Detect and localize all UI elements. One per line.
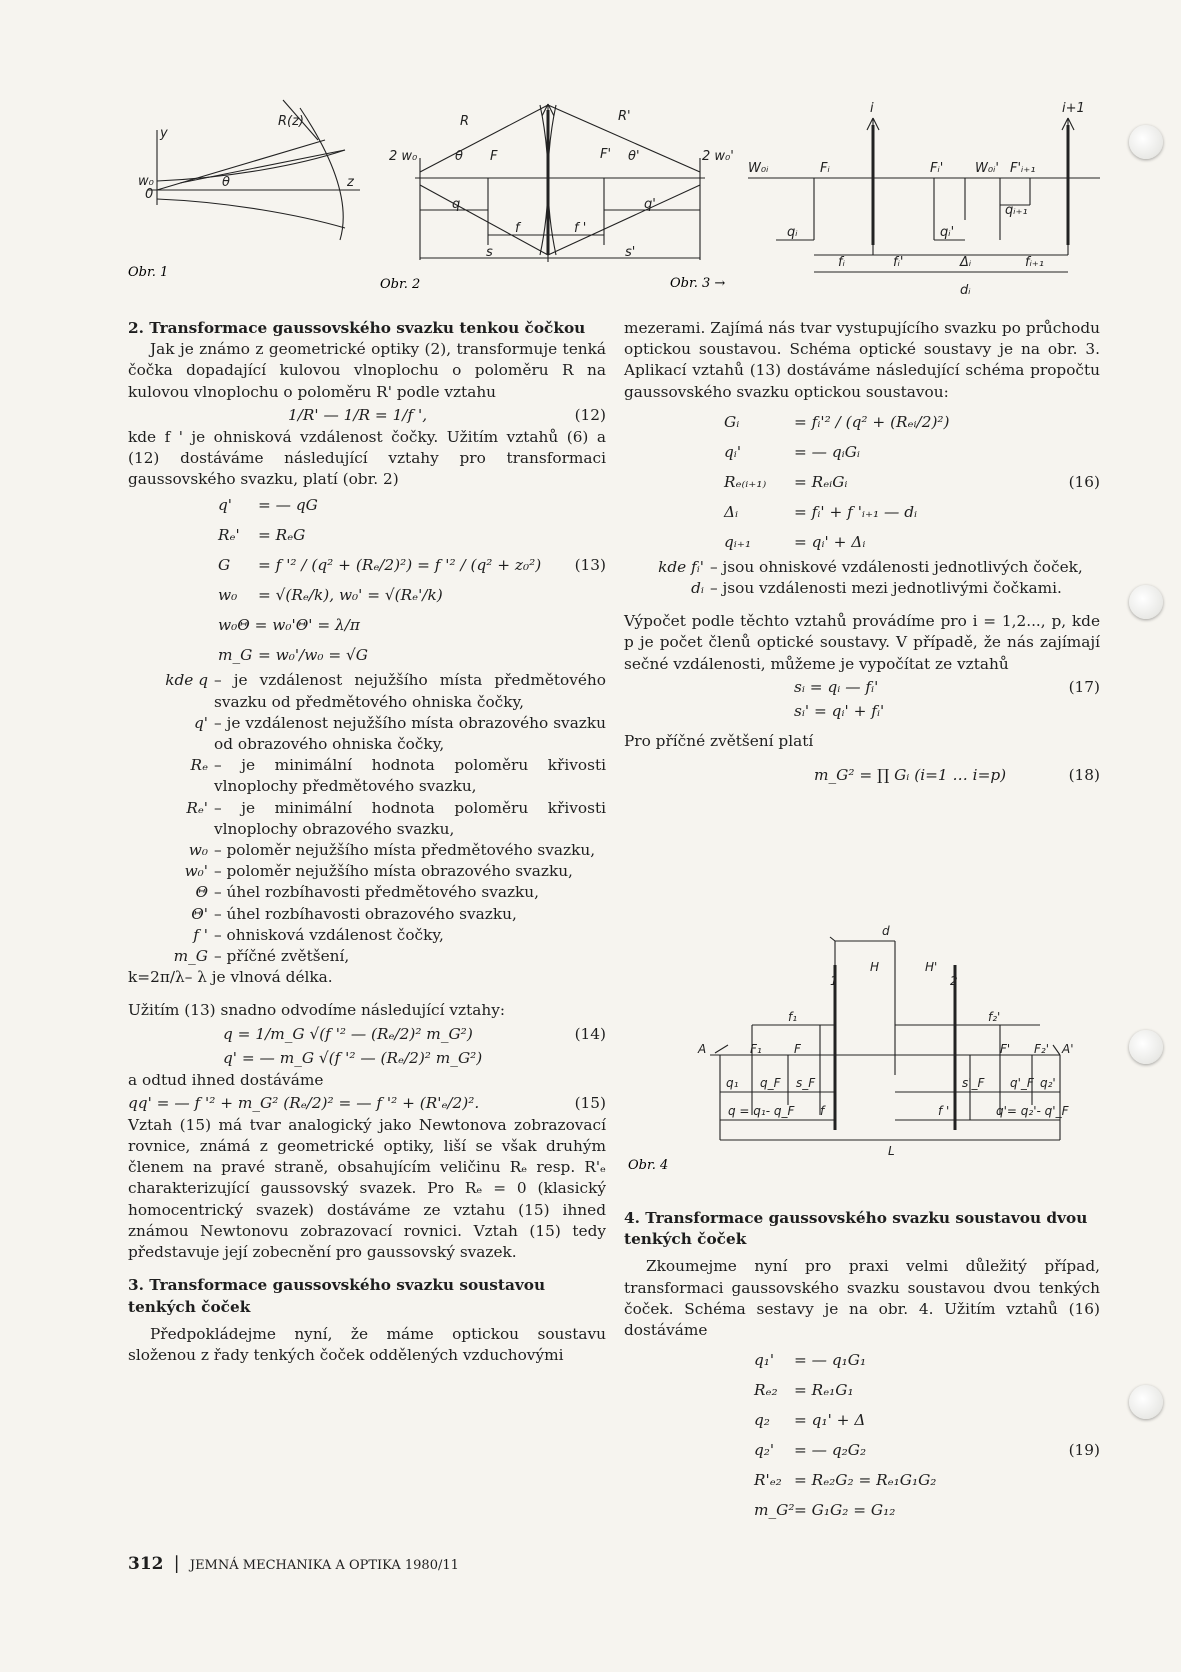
punch-hole-upper — [1129, 585, 1163, 619]
svg-text:q = q₁- q_F: q = q₁- q_F — [728, 1104, 795, 1118]
equation-19: q₁' = — q₁G₁ Rₑ₂ = Rₑ₁G₁ q₂ = q₁' + Δ q₂' = — q₂G₂ (19) R'ₑ₂ = Rₑ₂G₂ = Rₑ₁G₁G₂ m_G² = G₁G₂ = G₁₂ — [754, 1351, 1100, 1520]
svg-text:fᵢ': fᵢ' — [893, 255, 904, 270]
svg-text:H: H — [870, 960, 880, 974]
svg-text:F₁: F₁ — [750, 1042, 762, 1056]
svg-text:q': q' — [644, 197, 656, 212]
left-column — [128, 318, 606, 1366]
svg-text:A': A' — [1062, 1042, 1074, 1056]
equation-14a: q = 1/m_G √(f '² — (Rₑ/2)² m_G²) (14) — [223, 1024, 606, 1043]
svg-text:θ: θ — [222, 175, 230, 190]
equation-17b: sᵢ' = qᵢ' + fᵢ' — [794, 701, 885, 720]
svg-text:A: A — [698, 1042, 707, 1056]
svg-text:s'_F: s'_F — [962, 1076, 985, 1090]
svg-text:R(z): R(z) — [278, 114, 304, 129]
svg-text:q: q — [452, 197, 461, 212]
svg-text:1: 1 — [830, 974, 838, 988]
obr3-caption: Obr. 3 → — [670, 276, 726, 291]
svg-text:F'ᵢ₊₁: F'ᵢ₊₁ — [1010, 161, 1036, 176]
svg-text:2: 2 — [950, 974, 958, 988]
svg-text:q₁: q₁ — [726, 1076, 739, 1090]
svg-text:qᵢ: qᵢ — [787, 225, 798, 240]
svg-text:R: R — [460, 114, 470, 129]
svg-text:f: f — [820, 1104, 825, 1118]
section-3-title: 3. Transformace gaussovského svazku soustavou tenkých čoček — [128, 1276, 546, 1316]
paragraph: Jak je známo z geometrické optiky (2), transformuje tenká čočka dopadající kulovou vlnoplochu o poloměru R na kulovou vlnoplochu o poloměru R' podle vztahu — [128, 340, 606, 401]
svg-text:F: F — [794, 1042, 801, 1056]
svg-text:Δᵢ: Δᵢ — [960, 255, 972, 270]
paragraph: Předpokládejme nyní, že máme optickou soustavu složenou z řady tenkých čoček oddělených vzduchovými — [128, 1324, 606, 1364]
figures-strip — [0, 0, 1181, 300]
paragraph: a odtud ihned dostáváme — [128, 1070, 324, 1089]
svg-text:q_F: q_F — [760, 1076, 781, 1090]
svg-text:f ': f ' — [938, 1104, 950, 1118]
equation-15: qq' = — f '² + m_G² (Rₑ/2)² = — f '² + (R'ₑ/2)². (15) — [128, 1093, 606, 1112]
svg-text:q₂': q₂' — [1040, 1076, 1056, 1090]
equation-12: 1/R' — 1/R = 1/f ', (12) — [288, 405, 606, 424]
equation-14b: q' = — m_G √(f '² — (Rₑ/2)² m_G²) — [223, 1048, 483, 1067]
obr2-caption: Obr. 2 — [380, 277, 421, 292]
section-2-title: 2. Transformace gaussovského svazku tenkou čočkou — [128, 319, 586, 337]
paragraph: mezerami. Zajímá nás tvar vystupujícího svazku po průchodu optickou soustavou. Schéma optické soustavy je na obr. 3. Aplikací vztahů (13) dostáváme následující schéma propočtu gaussovského svazku optickou soustavou: — [624, 319, 1100, 401]
svg-text:2 w₀: 2 w₀ — [389, 149, 418, 164]
svg-text:W₀ᵢ': W₀ᵢ' — [975, 161, 999, 176]
right-column — [624, 318, 1100, 798]
equation-17a: sᵢ = qᵢ — fᵢ' (17) — [794, 677, 1100, 696]
paragraph: Vztah (15) má tvar analogický jako Newtonova zobrazovací rovnice, známá z geometrické optiky, liší se však druhým členem na pravé straně, obsahujícím veličinu Rₑ resp. R'ₑ charakterizující gaussovský svazek. Pro Rₑ = 0 (klasický homocentrický svazek) dostáváme ze vztahu (15) ihned známou Newtonovu zobrazovací rovnici. Vztah (15) tedy představuje její zobecnění pro gaussovský svazek. — [128, 1115, 606, 1262]
obr4-figure — [620, 915, 1100, 1175]
svg-text:f₁: f₁ — [788, 1010, 798, 1024]
paragraph: kde f ' je ohnisková vzdálenost čočky. Užitím vztahů (6) a (12) dostáváme následující vztahy pro transformaci gaussovského svazku, platí (obr. 2) — [128, 427, 606, 489]
svg-text:dᵢ: dᵢ — [960, 283, 971, 298]
svg-text:2 w₀': 2 w₀' — [702, 149, 734, 164]
svg-text:L: L — [888, 1144, 895, 1158]
svg-text:qᵢ₊₁: qᵢ₊₁ — [1005, 203, 1028, 218]
svg-text:F₂': F₂' — [1034, 1042, 1050, 1056]
paragraph: Výpočet podle těchto vztahů provádíme pro i = 1,2..., p, kde p je počet členů optické soustavy. V případě, že nás zajímají sečné vzdálenosti, můžeme je vypočítat ze vztahů — [624, 612, 1100, 673]
svg-text:0: 0 — [145, 187, 154, 202]
svg-text:fᵢ₊₁: fᵢ₊₁ — [1025, 255, 1044, 270]
paragraph: Užitím (13) snadno odvodíme následující vztahy: — [128, 1001, 505, 1020]
svg-text:z: z — [347, 175, 354, 190]
svg-text:Fᵢ: Fᵢ — [820, 161, 830, 176]
svg-text:F: F — [490, 149, 498, 164]
svg-text:w₀: w₀ — [138, 174, 154, 189]
svg-text:f: f — [515, 221, 520, 236]
k-definition: k=2π/λ– λ je vlnová délka. — [128, 968, 333, 987]
svg-text:d: d — [882, 924, 890, 938]
svg-text:F': F' — [1000, 1042, 1011, 1056]
svg-text:s: s — [486, 245, 493, 260]
svg-text:f₂': f₂' — [988, 1010, 1001, 1024]
equation-13: q' = — qG Rₑ' = RₑG G = f '² / (q² + (Rₑ/2)²) = f '² / (q² + z₀²) (13) w₀ = √(Rₑ/k), w₀' = √(Rₑ'/k) w₀Θ = w₀'Θ' = λ/π m_G = w₀'/w₀ = √G — [218, 496, 606, 665]
svg-text:F': F' — [600, 147, 612, 162]
obr4-caption: Obr. 4 — [628, 1158, 669, 1173]
svg-text:θ: θ — [455, 149, 463, 164]
svg-text:f ': f ' — [574, 221, 587, 236]
svg-text:qᵢ': qᵢ' — [940, 225, 955, 240]
page-footer: 312 | JEMNÁ MECHANIKA A OPTIKA 1980/11 — [128, 1553, 459, 1574]
svg-text:θ': θ' — [628, 149, 640, 164]
svg-text:i: i — [870, 101, 874, 116]
svg-text:s_F: s_F — [796, 1076, 816, 1090]
svg-text:H': H' — [925, 960, 938, 974]
symbol-definitions: kde fᵢ' – jsou ohniskové vzdálenosti jednotlivých čoček, dᵢ – jsou vzdálenosti mezi jednotlivými čočkami. — [658, 557, 1083, 598]
right-column-lower — [624, 1208, 1100, 1525]
punch-hole-bottom — [1129, 1385, 1163, 1419]
punch-hole-lower — [1129, 1030, 1163, 1064]
paragraph: Pro příčné zvětšení platí — [624, 731, 814, 750]
svg-text:s': s' — [625, 245, 636, 260]
svg-text:i+1: i+1 — [1062, 101, 1085, 116]
obr1-caption: Obr. 1 — [128, 265, 169, 280]
symbol-definitions: kde q – je vzdálenost nejužšího místa předmětového svazku od předmětového ohniska čočky, q' – je vzdálenost nejužšího místa obrazového svazku od obrazového ohniska čočky, Rₑ – je minimální hodnota poloměru křivosti vlnoplochy předmětového svazku, Rₑ' – je minimální hodnota poloměru křivosti vlnoplochy obrazového svazku, w₀ – poloměr nejužšího místa předmětového svazku, w₀' – poloměr nejužšího místa obrazového svazku, Θ – úhel rozbíhavosti předmětového svazku, Θ' – úhel rozbíhavosti obrazového svazku, f ' – ohnisková vzdálenost čočky, m_G – příčné zvětšení, — [165, 671, 606, 966]
section-4-title: 4. Transformace gaussovského svazku soustavou dvou tenkých čoček — [624, 1209, 1088, 1249]
svg-text:q'= q₂'- q'_F: q'= q₂'- q'_F — [996, 1104, 1069, 1118]
svg-text:q'_F: q'_F — [1010, 1076, 1034, 1090]
journal-name: JEMNÁ MECHANIKA A OPTIKA 1980/11 — [189, 1558, 459, 1573]
svg-text:Fᵢ': Fᵢ' — [930, 161, 944, 176]
svg-text:fᵢ: fᵢ — [838, 255, 845, 270]
svg-text:y: y — [160, 126, 168, 141]
equation-18: m_G² = ∏ Gᵢ (i=1 … i=p) (18) — [814, 766, 1100, 785]
paragraph: Zkoumejme nyní pro praxi velmi důležitý případ, transformaci gaussovského svazku soustavou dvou tenkých čoček. Schéma sestavy je na obr. 4. Užitím vztahů (16) dostáváme — [624, 1257, 1100, 1340]
page-number: 312 — [128, 1554, 164, 1574]
svg-text:W₀ᵢ: W₀ᵢ — [748, 161, 769, 176]
equation-16: Gᵢ = fᵢ'² / (q² + (Rₑᵢ/2)²) qᵢ' = — qᵢGᵢ Rₑ₍ᵢ₊₁₎ = RₑᵢGᵢ (16) Δᵢ = fᵢ' + f 'ᵢ₊₁ — dᵢ qᵢ₊₁ = qᵢ' + Δᵢ — [724, 412, 1100, 551]
svg-text:R': R' — [618, 109, 631, 124]
